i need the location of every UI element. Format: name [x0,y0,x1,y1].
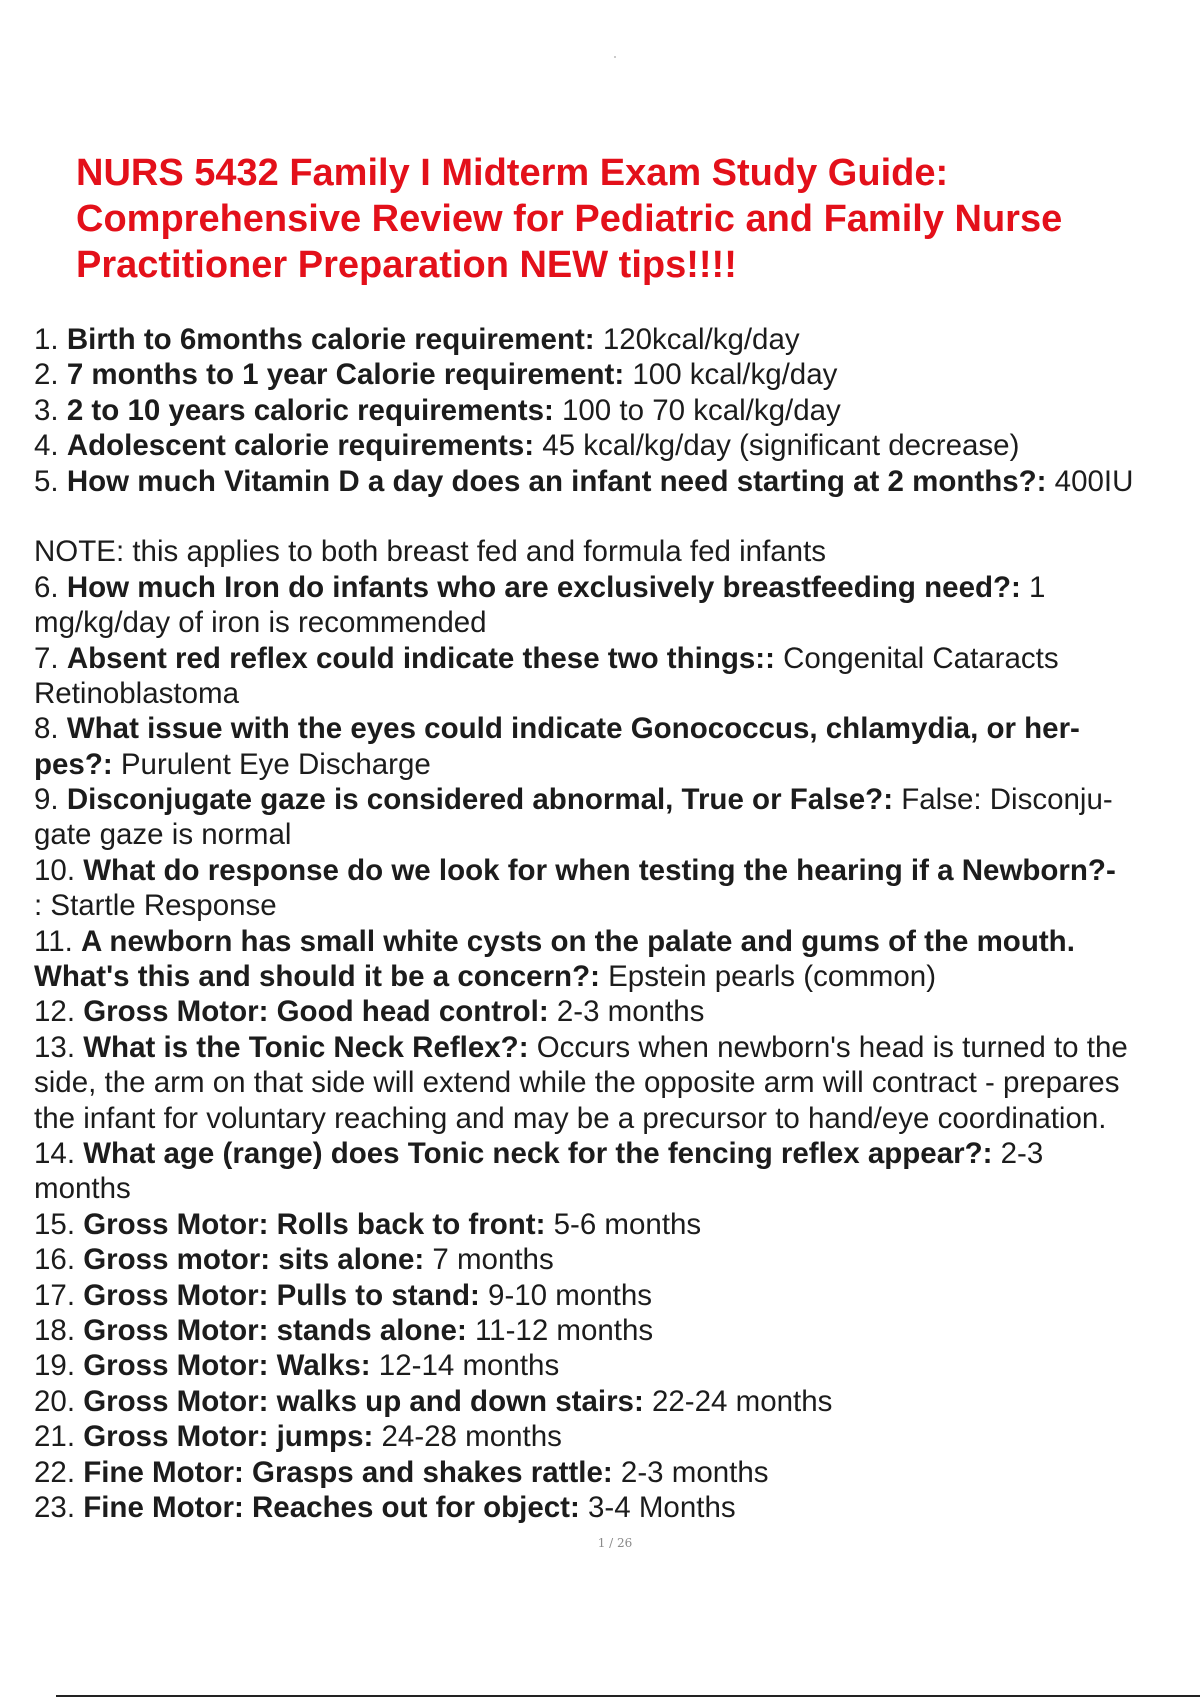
question-text: Adolescent calorie requirements: [66,429,535,463]
list-item-line [34,1384,1200,1419]
question-text: Gross motor: sits alone: [83,1243,425,1277]
list-item-line [34,357,1200,392]
blank-line [34,499,1200,534]
study-guide-list [34,322,1200,1525]
question-text: Gross Motor: Pulls to stand: [83,1278,480,1312]
list-item-line [34,888,1200,923]
question-text: What age (range) does Tonic neck for the fencing reflex appear?: [83,1136,993,1170]
question-text: Fine Motor: Grasps and shakes rattle: [83,1455,613,1489]
question-text: Gross Motor: Walks: [83,1349,371,1383]
question-text: What do response do we look for when testing the hearing if a Newborn?- [83,853,1116,887]
answer-text: 5-6 months [545,1207,702,1241]
title-line-3: Practitioner Preparation NEW tips!!!! [76,244,737,286]
question-text: Fine Motor: Reaches out for object: [83,1490,580,1524]
question-text: A newborn has small white cysts on the palate and gums of the mouth. [81,924,1075,958]
list-item-line [34,817,1200,852]
item-number: 5. [34,464,59,498]
item-number: 9. [34,783,59,817]
question-text: What issue with the eyes could indicate Gonococcus, chlamydia, or her- [66,712,1080,746]
item-number: 16. [34,1243,76,1277]
answer-text: 12-14 months [370,1349,560,1383]
list-item-line [34,676,1200,711]
item-number: 7. [34,641,59,675]
list-item-line [34,1030,1200,1065]
answer-text: 2-3 months [612,1455,769,1489]
document-title [76,150,1156,288]
list-item-line [34,1455,1200,1490]
question-text: Absent red reflex could indicate these two things:: [66,641,775,675]
answer-text: Purulent Eye Discharge [112,747,431,781]
answer-text: mg/kg/day of iron is recommended [34,606,487,640]
answer-text: 2-3 [992,1136,1044,1170]
question-text: Gross Motor: Good head control: [83,995,549,1029]
list-item-line [34,1242,1200,1277]
question-text: Disconjugate gaze is considered abnormal, True or False?: [66,783,894,817]
item-number: 8. [34,712,59,746]
list-item-line [34,1419,1200,1454]
item-number: 12. [34,995,76,1029]
answer-text: 22-24 months [643,1384,833,1418]
item-number: 14. [34,1136,76,1170]
list-item-line [34,1348,1200,1383]
answer-text: 7 months [424,1243,554,1277]
answer-text: Epstein pearls (common) [599,960,937,994]
list-item-line [34,641,1200,676]
page-bottom-rule [56,1695,1200,1697]
answer-text: Retinoblastoma [34,676,239,710]
list-item-line [34,853,1200,888]
question-text: Birth to 6months calorie requirement: [66,323,595,356]
list-item-line [34,747,1200,782]
item-number: 20. [34,1384,76,1418]
scan-speck [614,56,616,58]
item-number: 10. [34,853,76,887]
list-item-line [34,464,1200,499]
question-text: pes?: [34,747,113,781]
list-item-line [34,393,1200,428]
answer-text: Congenital Cataracts [774,641,1059,675]
answer-text: NOTE: this applies to both breast fed and formula fed infants [34,535,827,569]
item-number: 21. [34,1420,76,1454]
item-number: 3. [34,393,59,427]
question-text: How much Iron do infants who are exclusively breastfeeding need?: [66,570,1021,604]
item-number: 15. [34,1207,76,1241]
list-item-line [34,1207,1200,1242]
list-item-line [34,534,1200,569]
question-text: Gross Motor: walks up and down stairs: [83,1384,644,1418]
answer-text: 100 kcal/kg/day [624,358,838,392]
question-text: 2 to 10 years caloric requirements: [66,393,554,427]
answer-text: 400IU [1046,464,1134,498]
list-item-line [34,322,1200,357]
answer-text: 120kcal/kg/day [594,323,800,356]
answer-text: 1 [1020,570,1046,604]
item-number: 19. [34,1349,76,1383]
question-text: What's this and should it be a concern?: [34,960,600,994]
item-number: 22. [34,1455,76,1489]
answer-text: 9-10 months [479,1278,653,1312]
title-line-1: NURS 5432 Family I Midterm Exam Study Guide: [76,152,949,194]
question-text: Gross Motor: jumps: [83,1420,374,1454]
list-item-line [34,1101,1200,1136]
list-item-line [34,782,1200,817]
item-number: 2. [34,358,59,392]
list-item-line [34,1490,1200,1525]
answer-text: 45 kcal/kg/day (significant decrease) [534,429,1020,463]
item-number: 4. [34,429,59,463]
page-number: 1 / 26 [597,1536,633,1550]
answer-text: 100 to 70 kcal/kg/day [553,393,841,427]
list-item-line [34,428,1200,463]
answer-text: : Startle Response [34,889,277,923]
list-item-line [34,711,1200,746]
question-text: 7 months to 1 year Calorie requirement: [66,358,625,392]
list-item-line [34,1171,1200,1206]
item-number: 1. [34,323,59,356]
question-text: What is the Tonic Neck Reflex?: [83,1030,529,1064]
answer-text: gate gaze is normal [34,818,292,852]
answer-text: False: Disconju- [893,783,1113,817]
answer-text: side, the arm on that side will extend while the opposite arm will contract - prepares [34,1066,1120,1100]
list-item-line [34,605,1200,640]
question-text: Gross Motor: Rolls back to front: [83,1207,546,1241]
item-number: 13. [34,1030,76,1064]
item-number: 11. [34,924,73,958]
list-item-line [34,924,1200,959]
list-item-line [34,994,1200,1029]
answer-text: 3-4 Months [579,1490,736,1524]
item-number: 17. [34,1278,76,1312]
item-number: 18. [34,1313,76,1347]
list-item-line [34,1278,1200,1313]
answer-text: the infant for voluntary reaching and may be a precursor to hand/eye coordination. [34,1101,1107,1135]
question-text: How much Vitamin D a day does an infant need starting at 2 months?: [66,464,1047,498]
answer-text: months [34,1172,131,1206]
question-text: Gross Motor: stands alone: [83,1313,467,1347]
answer-text: 24-28 months [373,1420,562,1454]
list-item-line [34,1065,1200,1100]
title-line-2: Comprehensive Review for Pediatric and Family Nurse [76,198,1063,240]
list-item-line [34,570,1200,605]
list-item-line [34,1313,1200,1348]
answer-text: 2-3 months [548,995,705,1029]
list-item-line [34,1136,1200,1171]
answer-text: 11-12 months [466,1313,654,1347]
list-item-line [34,959,1200,994]
answer-text: Occurs when newborn's head is turned to the [528,1030,1128,1064]
item-number: 23. [34,1490,76,1524]
item-number: 6. [34,570,59,604]
